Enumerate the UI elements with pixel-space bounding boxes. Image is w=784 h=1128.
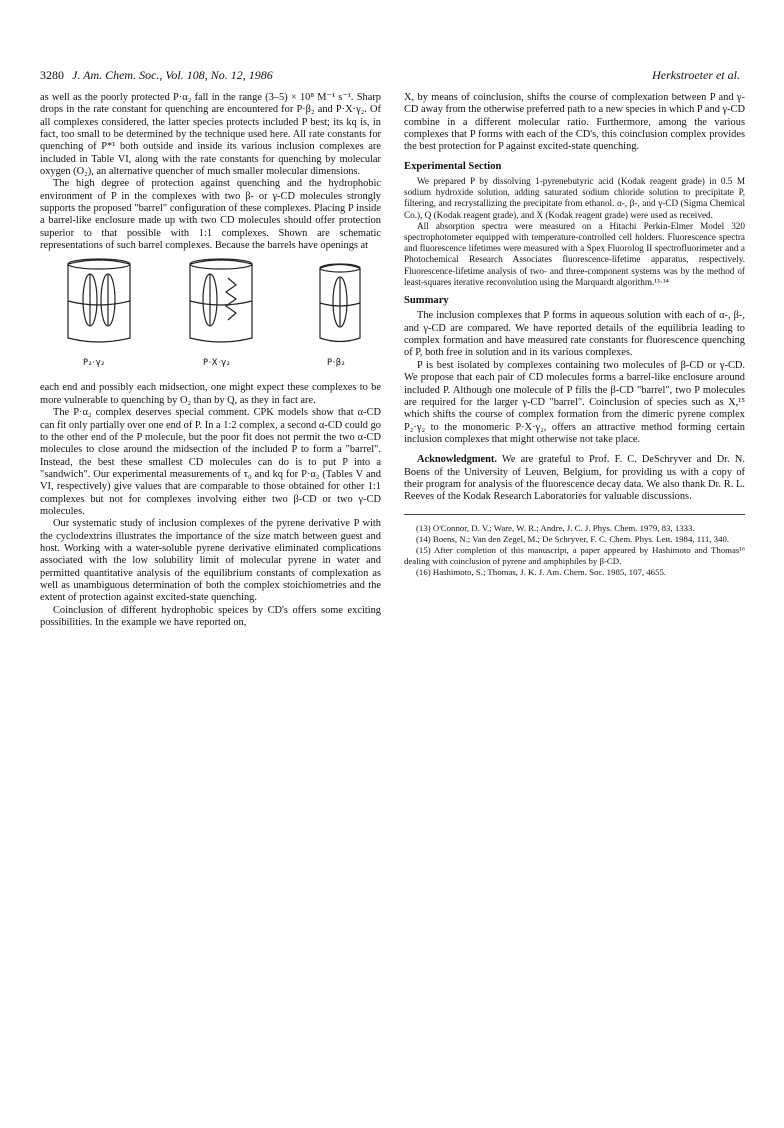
figure-caption: P·β₂ <box>327 357 346 368</box>
header-authors: Herkstroeter et al. <box>652 68 740 82</box>
page-number: 3280 <box>40 68 64 82</box>
paragraph: each end and possibly each midsection, one might expect these complexes to be more vulnerable to quenching by O₂ than by Q, as they in fact are. <box>40 382 381 406</box>
zigzag-guest <box>226 278 236 320</box>
reference-item: (15) After completion of this manuscript, a paper appeared by Hashimoto and Thomas¹⁶ dealing with coinclusion of pyrene and amphiphiles by β-CD. <box>404 545 745 566</box>
paragraph: The P·α₂ complex deserves special comment. CPK models show that α-CD can fit only partially over one end of P. In a 1:2 complex, a second α-CD could go to the other end of the P molecule, but the poor fit does not permit the two α-CD molecules to close around the midsection of the included P to form a "barrel". Instead, the best these smallest CD molecules can do is to put P into a "sandwich". Our experimental measurements of τ₀ and kq for P·α₂ (Tables V and VI, respectively) give values that are comparable to those obtained for other 1:1 complexes but not for complexes involving either two β-CD or two γ-CD molecules. <box>40 407 381 517</box>
paragraph: The high degree of protection against quenching and the hydrophobic environment of P in the complexes with two β- or γ-CD molecules strongly supports the proposed "barrel" configuration of these complexes. Placing P inside a barrel-like enclosure made up with two CD molecules should offer protection superior to that possible with 1:1 complexes. Shown are schematic representations of such barrel complexes. Because the barrels have openings at <box>40 178 381 252</box>
reference-item: (13) O'Connor, D. V.; Ware, W. R.; Andre, J. C. J. Phys. Chem. 1979, 83, 1333. <box>416 522 695 533</box>
reference-item: (16) Hashimoto, S.; Thomas, J. K. J. Am. Chem. Soc. 1985, 107, 4655. <box>416 567 667 578</box>
paragraph: We prepared P by dissolving 1-pyrenebutyric acid (Kodak reagent grade) in 0.5 M sodium hydroxide solution, adding saturated sodium chloride solution to precipitate P, filtering, and recrystallizing the precipitate from ethanol. α-, β-, and γ-CD (Sigma Chemical Co.), Q (Kodak reagent grade), and X (Kodak reagent grade) were used as received. <box>404 176 745 220</box>
header-left <box>40 68 273 83</box>
running-header <box>40 68 740 84</box>
barrel-midsection <box>68 301 130 305</box>
paragraph: The inclusion complexes that P forms in aqueous solution with each of α-, β-, and γ-CD are compared. We have reported details of the equilibria leading to complex formation and have measured rate constants for fluorescence quenching of P, both free in solution and in its various complexes. <box>404 310 745 359</box>
acknowledgment-heading: Acknowledgment. <box>417 454 497 466</box>
acknowledgment <box>404 454 745 503</box>
references <box>404 514 745 578</box>
barrel-p2-gamma2 <box>68 259 130 342</box>
barrel-p-beta2 <box>320 264 360 342</box>
paragraph: P is best isolated by complexes containing two molecules of β-CD or γ-CD. We propose that each pair of CD molecules forms a barrel-like enclosure around included P. Although one molecule of P fills the β-CD "barrel", two P molecules are required for the larger γ-CD "barrel". Coinclusion of species such as X,¹⁵ which shifts the course of complex formation from the dimeric pyrene complex P₂·γ₂ to the monomeric P·X·γ₂, offers an attractive method forming certain inclusion complexes that might otherwise not take place. <box>404 359 745 445</box>
acknowledgment-text: We are grateful to Prof. F. C. DeSchryver and Dr. N. Boens of the University of Leuven, Belgium, for providing us with a copy of their program for analysis of the fluorescence decay data. We also thank Dr. R. L. Reeves of the Kodak Research Laboratories for valuable discussions. <box>404 454 745 503</box>
section-heading-summary: Summary <box>404 295 449 307</box>
section-heading-experimental: Experimental Section <box>404 160 502 172</box>
barrel-schematics <box>40 258 381 358</box>
paragraph: Coinclusion of different hydrophobic speices by CD's offers some exciting possibilities. In the example we have reported on, <box>40 604 381 628</box>
left-column <box>40 92 381 629</box>
right-column <box>404 92 745 579</box>
barrel-outline <box>68 260 130 342</box>
reference-item: (14) Boens, N.; Van den Zegel, M.; De Schryver, F. C. Chem. Phys. Lett. 1984, 111, 340. <box>416 534 730 544</box>
barrel-complex-figure <box>40 258 381 378</box>
figure-caption: P·X·γ₂ <box>203 357 231 368</box>
figure-caption: P₂·γ₂ <box>83 357 105 368</box>
paragraph: Our systematic study of inclusion complexes of the pyrene derivative P with the cyclodextrins illustrates the importance of the size match between guest and host. Working with a water-soluble pyrene derivative eliminated complications associated with the low solubility limit of molecular pyrene in water and permitted quantitative analysis of the equilibrium constants of complexation as well as unambiguous determination of both the complex stoichiometries and the extent of protection against excited-state quenching. <box>40 518 381 604</box>
paragraph: as well as the poorly protected P·α₂ fall in the range (3–5) × 10⁸ M⁻¹ s⁻¹. Sharp drops in the rate constant for quenching are encountered for P·β₂ and P·X·γ₂. Of all complexes considered, the latter species protects included P best; its kq is, in fact, too small to be determined by the technique used here. All rate constants for quenching of P*¹ both outside and inside its various inclusion complexes are included in Table VI, along with the rate constants for quenching by molecular oxygen (O₂), an alternative quencher of much smaller molecular dimensions. <box>40 92 381 178</box>
journal-citation: J. Am. Chem. Soc., Vol. 108, No. 12, 1986 <box>72 68 273 82</box>
barrel-p-x-gamma2 <box>190 259 252 342</box>
paragraph: All absorption spectra were measured on a Hitachi Perkin-Elmer Model 320 spectrophotometer equipped with temperature-controlled cell holders. Fluorescence spectra and fluorescence lifetimes were measured with a Spex Fluorolog II spectrofluorimeter and a Photochemical Research Associates fluorescence-lifetime apparatus, respectively. Fluorescence-lifetime analysis of two- and three-component systems was by the method of least-squares iterative reconvolution using the Marquardt algorithm.¹³·¹⁴ <box>404 220 745 287</box>
paragraph: X, by means of coinclusion, shifts the course of complexation between P and γ-CD away from the otherwise preferred path to a new species in which P and γ-CD combine in a different molecular ratio. Furthermore, among the various complexes that P forms with each of the CD's, this coinclusion complex provides the best protection for P against excited-state quenching. <box>404 92 745 153</box>
